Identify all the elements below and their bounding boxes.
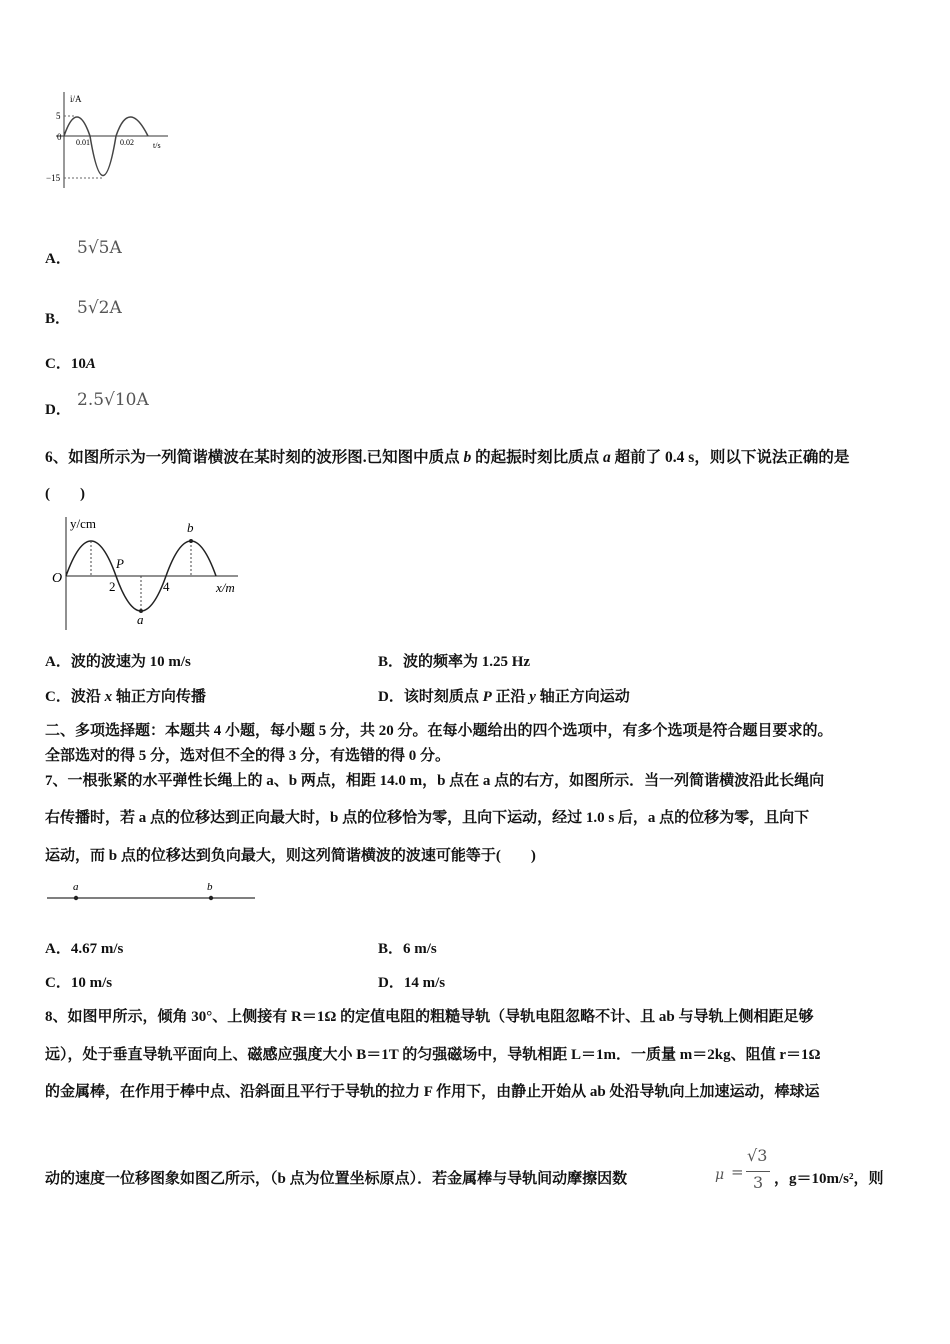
q6-stem-part: 超前了 0.4 s，则以下说法正确的是 [610, 449, 850, 466]
point-p-label: P [116, 556, 124, 571]
q6-answer-bracket: ( ) [45, 486, 85, 502]
q7-option-d: D．14 m/s [378, 975, 446, 991]
q8-stem-line1: 8、如图甲所示，倾角 30°、上侧接有 R＝1Ω 的定值电阻的粗糙导轨（导轨电阻忽略不计、且 ab 与导轨上侧相距足够 [45, 1009, 814, 1025]
x-tick-4: 4 [163, 579, 170, 594]
x-axis-label: x/m [216, 580, 235, 595]
option-letter-c: C． [45, 356, 71, 372]
origin-label: 0 [57, 132, 62, 142]
y-max-label: 5 [56, 111, 61, 121]
q8-stem-line3: 的金属棒，在作用于棒中点、沿斜面且平行于导轨的拉力 F 作用下，由静止开始从 ab 处沿导轨向上加速运动，棒球运 [45, 1084, 820, 1100]
text: D．该时刻质点 [378, 689, 483, 705]
section-2-heading-line2: 全部选对的得 5 分，选对但不全的得 3 分，有选错的得 0 分。 [45, 748, 451, 764]
mu-numerator: √3 [747, 1146, 768, 1165]
option-letter-b: B． [45, 311, 71, 327]
text: 轴正方向传播 [112, 689, 206, 705]
mu-denominator: 3 [753, 1173, 764, 1192]
q7-option-b: B．6 m/s [378, 941, 437, 957]
rope-figure [45, 878, 260, 906]
q6-stem-part: 6、如图所示为一列简谐横波在某时刻的波形图.已知图中质点 [45, 449, 464, 466]
wave-figure [48, 512, 248, 632]
y-axis-label: y/cm [70, 516, 96, 531]
x-tick-1: 0.01 [76, 138, 90, 147]
x-tick-2: 2 [109, 579, 116, 594]
q6-stem [45, 449, 849, 467]
q8-stem-line4-end: ，g＝10m/s²，则 [774, 1171, 884, 1187]
option-c [45, 355, 96, 373]
q6-stem-a: a [603, 449, 611, 466]
option-letter-a: A． [45, 251, 71, 267]
section-2-heading: 二、多项选择题：本题共 4 小题，每小题 5 分，共 20 分。在每小题给出的四个选项中，有多个选项是符合题目要求的。 [45, 723, 833, 739]
origin-label: O [52, 571, 63, 586]
current-time-graph [40, 90, 180, 190]
option-math-d: 2.5√10A [77, 390, 149, 410]
option-value-c: 10 [70, 356, 86, 372]
y-min-label: −15 [46, 173, 61, 183]
text: 轴正方向运动 [535, 689, 630, 705]
mu-equals: = [731, 1163, 744, 1181]
q6-option-b: B．波的频率为 1.25 Hz [378, 654, 531, 670]
q6-option-c [45, 688, 206, 706]
q6-stem-part: 的起振时刻比质点 [471, 449, 604, 466]
q6-option-d [378, 688, 630, 706]
q7-stem-line3: 运动，而 b 点的位移达到负向最大，则这列简谐横波的波速可能等于( ) [45, 848, 536, 864]
x-tick-2: 0.02 [120, 138, 134, 147]
q6-option-a: A．波的波速为 10 m/s [45, 654, 191, 670]
point-a-label: a [137, 612, 144, 627]
mu-symbol: μ [715, 1167, 725, 1183]
text: P [482, 689, 492, 705]
y-axis-label: i/A [70, 94, 82, 104]
point-a-label: a [73, 881, 79, 893]
text: y [529, 689, 536, 705]
q7-option-a: A．4.67 m/s [45, 941, 124, 957]
option-letter-d: D． [45, 402, 71, 418]
point-b-label: b [187, 520, 194, 535]
option-math-b: 5√2A [77, 298, 122, 318]
option-math-a: 5√5A [77, 238, 122, 258]
text: 正沿 [491, 689, 530, 705]
q7-stem-line2: 右传播时，若 a 点的位移达到正向最大时，b 点的位移恰为零，且向下运动，经过 1.0 s 后，a 点的位移为零，且向下 [45, 810, 810, 826]
q8-stem-line2: 远），处于垂直导轨平面向上、磁感应强度大小 B＝1T 的匀强磁场中，导轨相距 L＝1m．一质量 m＝2kg、阻值 r＝1Ω [45, 1047, 821, 1063]
fraction-bar [746, 1171, 770, 1172]
q7-stem-line1: 7、一根张紧的水平弹性长绳上的 a、b 两点，相距 14.0 m，b 点在 a 点的右方，如图所示．当一列简谐横波沿此长绳向 [45, 773, 825, 789]
x-axis-label: t/s [153, 141, 161, 150]
q8-stem-line4: 动的速度一位移图象如图乙所示，（b 点为位置坐标原点）．若金属棒与导轨间动摩擦因数 [45, 1171, 628, 1187]
text: x [104, 689, 113, 705]
option-unit-c: A [85, 356, 96, 372]
point-b-label: b [207, 881, 213, 893]
q6-stem-b: b [463, 449, 472, 466]
q7-option-c: C．10 m/s [45, 975, 113, 991]
text: C．波沿 [45, 689, 105, 705]
